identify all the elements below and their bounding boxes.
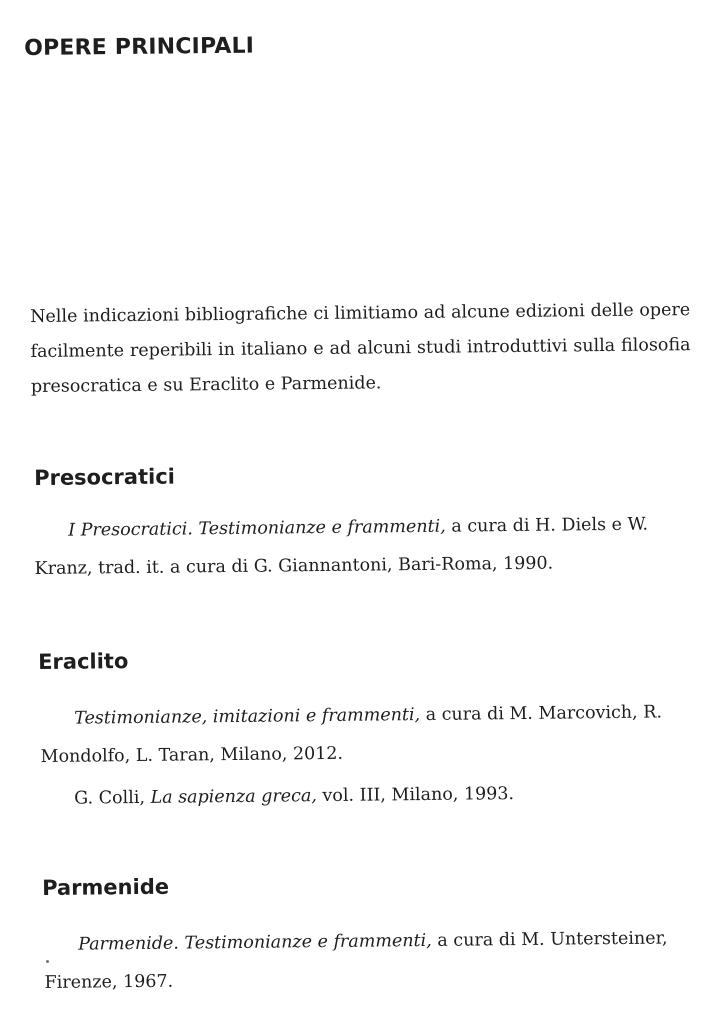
bibliography-entry-eraclito-1 xyxy=(40,693,707,776)
section-heading-parmenide: Parmenide xyxy=(42,874,170,900)
entry-title: Testimonianze, imitazioni e frammenti, xyxy=(74,705,421,729)
section-heading-eraclito: Eraclito xyxy=(38,649,129,674)
entry-details: vol. III, Milano, 1993. xyxy=(316,784,515,807)
entry-title: Parmenide. Testimonianze e frammenti, xyxy=(78,930,432,955)
entry-author: G. Colli, xyxy=(74,787,151,809)
entry-details: a cura di M. Marcovich, R. Mondolfo, L. Taran, Milano, 2012. xyxy=(40,702,663,767)
page-title: OPERE PRINCIPALI xyxy=(24,33,255,61)
intro-paragraph: Nelle indicazioni bibliografiche ci limitiamo ad alcune edizioni delle opere facilmente reperibili in italiano e ad alcuni studi introduttivi sulla filosofia presocratica e su Eraclito e Parmenide. xyxy=(30,300,691,397)
entry-title: La sapienza greca, xyxy=(150,786,318,808)
entry-details: a cura di M. Untersteiner, Firenze, 1967. xyxy=(44,928,668,993)
bibliography-entry-parmenide xyxy=(44,919,709,1002)
section-heading-presocratici: Presocratici xyxy=(34,464,176,490)
bibliography-entry-eraclito-2 xyxy=(40,773,706,818)
entry-title: I Presocratici. Testimonianze e frammenti, xyxy=(68,516,446,541)
entry-details: a cura di H. Diels e W. Kranz, trad. it. a cura di G. Giannantoni, Bari-Roma, 1990. xyxy=(34,514,649,579)
scan-speck xyxy=(46,960,49,963)
bibliography-entry-presocratici xyxy=(34,505,701,588)
